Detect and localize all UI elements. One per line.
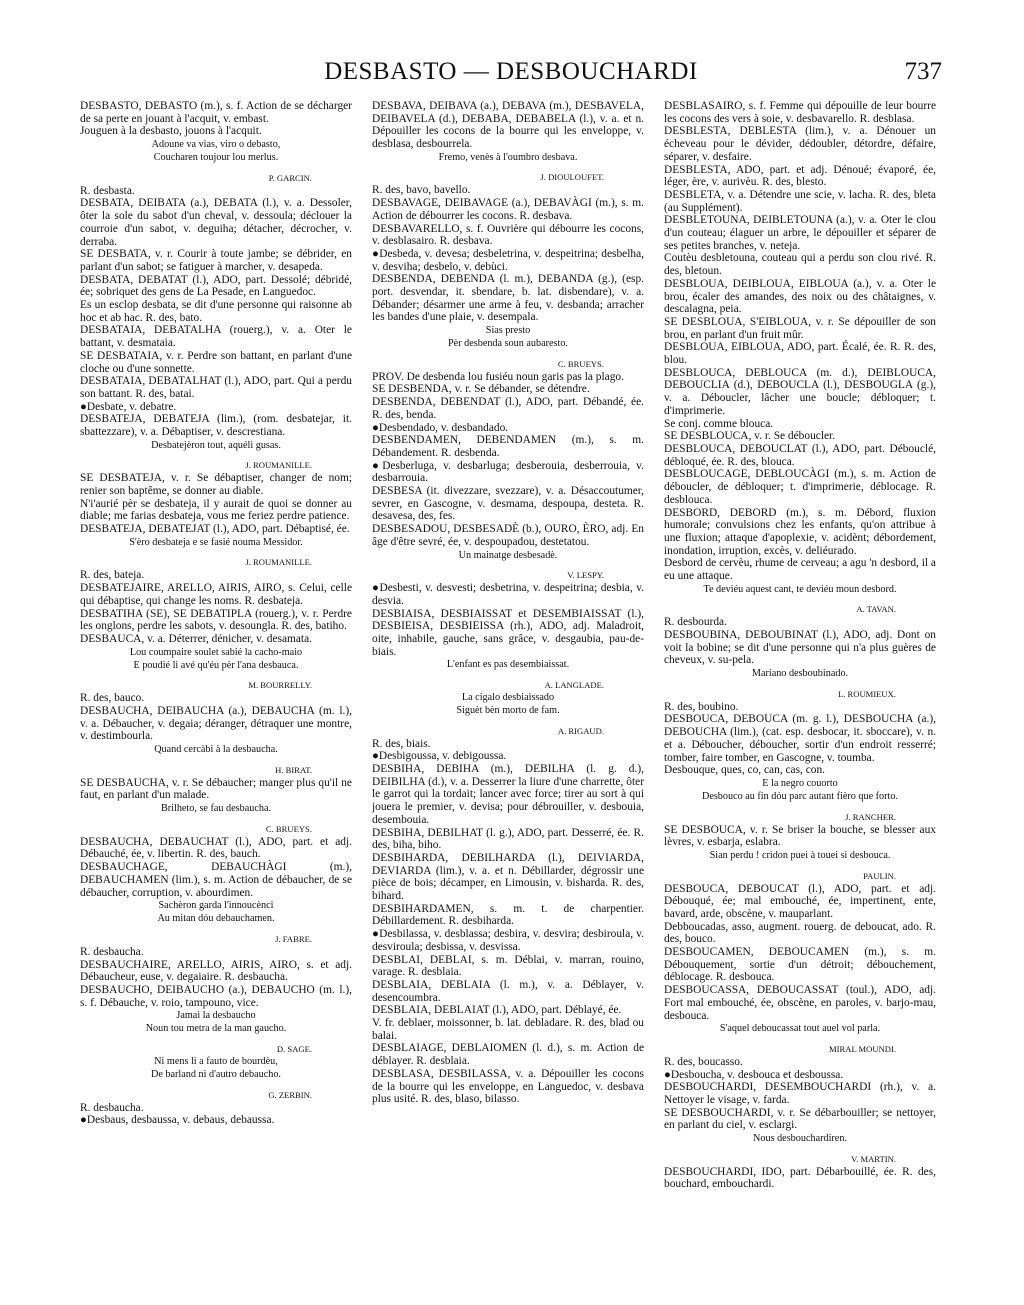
dictionary-entry: DESBENDA, DEBENDA (l. m.), DEBANDA (g.), (esp. port. desvendar, it. sbendare, b. lat. disbendare), v. a. Débander; désarmer une arme à feu, v. desbanda; arracher les bandes d'une plaie, v. desempala. bbox=[372, 273, 644, 324]
dictionary-entry: DESBENDA, DEBENDAT (l.), ADO, part. Débandé, ée. R. des, benda. bbox=[372, 396, 644, 421]
quotation-line: Lou coumpaire soulet sabié la cacho-maio bbox=[129, 646, 303, 658]
dictionary-entry: SE DESBOUCA, v. r. Se briser la bouche, se blesser aux lèvres, v. esbarja, eslabra. bbox=[664, 823, 936, 849]
quotation-line: Pèr desbenda soun aubaresto. bbox=[448, 338, 568, 350]
dictionary-entry: DESBAUCHAIRE, ARELLO, AIRIS, AIRO, s. et adj. Débaucheur, euse, v. degaiaire. R. desbaucha. bbox=[80, 958, 352, 984]
dictionary-entry: ●Desboucha, v. desbouca et desboussa. bbox=[664, 1068, 844, 1081]
dictionary-entry: R. desbasta. bbox=[80, 184, 135, 197]
quotation-line: Jamai la desbaucho bbox=[176, 1010, 256, 1022]
dictionary-entry: DESBOUCAMEN, DEBOUCAMEN (m.), s. m. Débouquement, sortie d'un détroit; débouchement, déblocage. R. desbouca. bbox=[664, 946, 936, 984]
dictionary-entry: R. des, bateja. bbox=[80, 569, 145, 582]
dictionary-entry: SE DESBLOUCA, v. r. Se déboucler. bbox=[664, 430, 836, 443]
quotation-line: Noun tou metra de la man gaucho. bbox=[145, 1023, 287, 1035]
quotation-line: Ni mens li a fauto de bourdèu, bbox=[154, 1055, 278, 1067]
quotation-author: V. MARTIN. bbox=[851, 1153, 896, 1164]
dictionary-entry: ●Desbigoussa, v. debigoussa. bbox=[372, 750, 507, 763]
dictionary-entry: Desbord de cervèu, rhume de cerveau; a agu 'n desbord, il a eu une attaque. bbox=[664, 557, 936, 583]
dictionary-entry: SE DESBENDA, v. r. Se débander, se détendre. bbox=[372, 383, 590, 396]
dictionary-entry: SE DESBATAIA, v. r. Perdre son battant, en parlant d'une cloche ou d'une sonnette. bbox=[80, 349, 352, 375]
running-title: DESBASTO — DESBOUCHARDI bbox=[324, 58, 698, 85]
dictionary-entry: ●Desbate, v. debatre. bbox=[80, 400, 177, 413]
dictionary-entry: DESBLESTA, DEBLESTA (lim.), v. a. Dénouer un écheveau pour le dévider, dédoubler, détordre, défaire, séparer, v. desfaire. bbox=[664, 125, 936, 163]
dictionary-entry: DESBAVARELLO, s. f. Ouvrière qui débourre les cocons, v. desblasairo. R. desbava. bbox=[372, 222, 644, 248]
quotation-author: G. ZERBIN. bbox=[268, 1089, 312, 1100]
quotation-author: J. RANCHER. bbox=[845, 811, 896, 822]
dictionary-entry: PROV. De desbenda lou fusiéu noun garis pas la plago. bbox=[372, 370, 624, 383]
dictionary-entry: DESBLOUCAGE, DEBLOUCÀGI (m.), s. m. Action de déboucler, de débloquer; t. d'imprimerie, déblocage. R. desblouca. bbox=[664, 468, 936, 506]
dictionary-entry: R. des, boucasso. bbox=[664, 1055, 743, 1068]
dictionary-entry: R. desbourda. bbox=[664, 616, 727, 629]
quotation-line: Te deviéu aquest cant, te deviéu moun desbord. bbox=[703, 583, 897, 595]
dictionary-entry: DESBLESTA, ADO, part. et adj. Dénoué; évaporé, ée, léger, ère, v. aurivèu. R. des, blesto. bbox=[664, 163, 936, 189]
dictionary-entry: DESBLAI, DEBLAI, s. m. Déblai, v. marran, rouino, varage. R. desblaia. bbox=[372, 953, 644, 979]
dictionary-entry: DESBENDAMEN, DEBENDAMEN (m.), s. m. Débandement. R. desbenda. bbox=[372, 434, 644, 459]
dictionary-entry: DESBATAIA, DEBATALHA (rouerg.), v. a. Oter le battant, v. desmataia. bbox=[80, 324, 352, 350]
dictionary-entry: DESBATA, DEBATAT (l.), ADO, part. Dessolé; débridé, ée; sobriquet des gens de La Pesade, en Languedoc. bbox=[80, 273, 352, 299]
quotation-author: V. LESPY. bbox=[567, 570, 604, 581]
quotation-line: E la negro couorto bbox=[762, 777, 838, 789]
dictionary-entry: SE DESBATEJA, v. r. Se débaptiser, changer de nom; renier son baptême, se donner au diable. bbox=[80, 472, 352, 498]
dictionary-entry: N'i'aurié pèr se desbateja, il y aurait de quoi se donner au diable; me farias desbateja, vous me feriez perdre patience. bbox=[80, 497, 352, 523]
quotation-author: A. RIGAUD. bbox=[557, 725, 604, 736]
dictionary-entry: DESBAVA, DEIBAVA (a.), DEBAVA (m.), DESBAVELA, DEIBAVELA (d.), DEBABA, DEBABELA (l.), v. a. et n. Dépouiller les cocons de la bourre qui les enveloppe, v. desblasa, desbourrela. bbox=[372, 100, 644, 151]
quotation-line: L'enfant es pas desembiaissat. bbox=[446, 659, 570, 671]
dictionary-entry: DESBATAIA, DEBATALHAT (l.), ADO, part. Qui a perdu son battant. R. des, batai. bbox=[80, 375, 352, 400]
quotation-author: A. TAVAN. bbox=[856, 604, 896, 615]
dictionary-entry: DESBATIHA (SE), SE DEBATIPLA (rouerg.), v. r. Perdre les onglons, perdre les sabots, v. desoungla. R. des, batiho. bbox=[80, 607, 352, 633]
dictionary-entry: R. desbaucha. bbox=[80, 945, 144, 958]
dictionary-entry: Desbouque, ques, co, can, cas, con. bbox=[664, 764, 825, 777]
dictionary-entry: ●Desbeda, v. devesa; desbeletrina, v. despeitrina; desbelha, v. desviha; desbelo, v. debùci. bbox=[372, 247, 644, 273]
dictionary-entry: ●Desbendado, v. desbandado. bbox=[372, 421, 509, 434]
quotation-line: Nous desbouchardiren. bbox=[753, 1133, 847, 1145]
quotation-line: Siguèt bèn morto de fam. bbox=[456, 704, 560, 716]
dictionary-entry: Coutèu desbletouna, couteau qui a perdu son clou rivé. R. des, bletoun. bbox=[664, 252, 936, 278]
quotation-author: H. BIRAT. bbox=[275, 764, 312, 775]
quotation-line: Brilheto, se fau desbaucha. bbox=[160, 803, 272, 815]
dictionary-entry: DESBATEJAIRE, ARELLO, AIRIS, AIRO, s. Celui, celle qui débaptise, qui change les noms. R. desbateja. bbox=[80, 582, 352, 607]
dictionary-entry: DESBIHARDA, DEBILHARDA (l.), DEIVIARDA, DEVIARDA (lim.), v. a. et n. Débillarder, dégrossir une pièce de bois; décamper, en Limousin, v. bisharda. R. des, bihard. bbox=[372, 851, 644, 903]
quotation-line: Coucharen toujour lou merlus. bbox=[153, 152, 279, 164]
quotation-author: J. ROUMANILLE. bbox=[245, 557, 312, 568]
dictionary-entry: DESBAUCHA, DEBAUCHAT (l.), ADO, part. et adj. Débauché, ée, v. libertin. R. des, bauch. bbox=[80, 835, 352, 861]
quotation-line: Mariano desboubinado. bbox=[751, 668, 849, 680]
dictionary-entry: DESBIHA, DEBILHAT (l. g.), ADO, part. Desserré, ée. R. des, biha, biho. bbox=[372, 826, 644, 852]
dictionary-entry: Es un esclop desbata, se dit d'une personne qui raisonne ab hoc et ab hac. R. des, bato. bbox=[80, 299, 352, 324]
dictionary-entry: R. desbaucha. bbox=[80, 1101, 144, 1114]
quotation-author: L. ROUMIEUX. bbox=[837, 688, 896, 699]
dictionary-entry: Se conj. comme blouca. bbox=[664, 417, 774, 430]
dictionary-entry: DESBLAIA, DEBLAIA (l. m.), v. a. Déblayer, v. desencoumbra. bbox=[372, 978, 644, 1004]
dictionary-entry: Jouguen à la desbasto, jouons à l'acquit. bbox=[80, 125, 262, 138]
dictionary-entry: DESBAVAGE, DEIBAVAGE (a.), DEBAVÀGI (m.), s. m. Action de débourrer les cocons. R. desbava. bbox=[372, 197, 644, 222]
quotation-author: C. BRUEYS. bbox=[265, 823, 312, 834]
dictionary-entry: DESBLASAIRO, s. f. Femme qui dépouille de leur bourre les cocons des vers à soie, v. desbavarello. R. desblasa. bbox=[664, 100, 936, 125]
column-left bbox=[80, 100, 352, 1290]
quotation-line: S'èro desbateja e se fasié nouma Messidor. bbox=[129, 536, 303, 548]
dictionary-entry: DESBOUCA, DEBOUCAT (l.), ADO, part. et adj. Débouqué, ée; mal embouché, ée, impertinent, ente, bavard, arde, obscène, v. mauparlant. bbox=[664, 882, 936, 920]
dictionary-entry: DESBAUCHAGE, DEBAUCHÀGI (m.), DEBAUCHAMEN (lim.), s. m. Action de débaucher, de se débaucher, corruption, v. abourdimen. bbox=[80, 861, 352, 899]
dictionary-entry: DESBESA (it. divezzare, svezzare), v. a. Désaccoutumer, sevrer, en Gascogne, v. desmama, despoupa, desteta. R. desavesa, des, fes. bbox=[372, 485, 644, 523]
quotation-author: J. ROUMANILLE. bbox=[245, 460, 312, 471]
page-number: 737 bbox=[904, 58, 942, 85]
quotation-line: Sian perdu ! cridon puei à touei si desbouca. bbox=[709, 849, 891, 861]
quotation-line: Adoune va vias, viro o debasto, bbox=[151, 139, 281, 151]
quotation-line: E poudié li avé qu'éu pèr l'ana desbauca. bbox=[133, 659, 299, 671]
dictionary-entry: DESBESADOU, DESBESADÈ (b.), OURO, ÈRO, adj. En âge d'être sevré, ée, v. despoupadou, destetatou. bbox=[372, 523, 644, 548]
column-middle bbox=[372, 100, 644, 1290]
dictionary-entry: ●Desbesti, v. desvesti; desbetrina, v. despeitrina; desbia, v. desvia. bbox=[372, 582, 644, 607]
quotation-line: Quand cercàbi à la desbaucha. bbox=[154, 744, 278, 756]
dictionary-entry: R. des, biais. bbox=[372, 737, 431, 750]
dictionary-entry: DESBLASA, DESBILASSA, v. a. Dépouiller les cocons de la bourre qui les enveloppe, en Languedoc, v. desbava plus usité. R. des, blaso, bilasso. bbox=[372, 1067, 644, 1106]
dictionary-entry: SE DESBOUCHARDI, v. r. Se débarbouiller; se nettoyer, en parlant du ciel, v. esclargi. bbox=[664, 1106, 936, 1132]
quotation-author: J. DIOULOUFET. bbox=[540, 172, 604, 183]
quotation-line: Desbatejèron tout, aquéli gusas. bbox=[151, 439, 281, 451]
quotation-author: C. BRUEYS. bbox=[557, 358, 604, 369]
quotation-author: J. FABRE. bbox=[275, 933, 312, 944]
page-header bbox=[80, 58, 942, 88]
dictionary-entry: SE DESBAUCHA, v. r. Se débaucher; manger plus qu'il ne faut, en parlant d'un malade. bbox=[80, 776, 352, 802]
dictionary-entry: DESBAUCHA, DEIBAUCHA (a.), DEBAUCHA (m. l.), v. a. Débaucher, v. degaia; déranger, détraquer une montre, v. destimbourla. bbox=[80, 704, 352, 743]
quotation-author: MIRAL MOUNDI. bbox=[829, 1043, 896, 1054]
dictionary-entry: V. fr. deblaer, moissonner, b. lat. debladare. R. des, blad ou balai. bbox=[372, 1017, 644, 1042]
dictionary-entry: DESBLOUCA, DEBOUCLAT (l.), ADO, part. Débouclé, débloqué, ée. R. des, blouca. bbox=[664, 442, 936, 468]
dictionary-entry: Debboucadas, asso, augment. rouerg. de deboucat, ado. R. des, bouco. bbox=[664, 920, 936, 946]
quotation-line: Desbouco au fin dóu parc autant fièro que forto. bbox=[701, 790, 899, 802]
quotation-line: Sachèron garda l'innoucènci bbox=[158, 900, 274, 912]
dictionary-entry: R. des, boubino. bbox=[664, 700, 739, 713]
quotation-author: P. GARCIN. bbox=[268, 172, 312, 183]
quotation-line: Fremo, venès à l'oumbro desbava. bbox=[438, 151, 578, 163]
dictionary-entry: DESBIHARDAMEN, s. m. t. de charpentier. Débillardement. R. desbiharda. bbox=[372, 902, 644, 928]
dictionary-entry: DESBATEJA, DEBATEJA (lim.), (rom. desbatejar, it. sbattezzare), v. a. Débaptiser, v. descrestiana. bbox=[80, 413, 352, 439]
quotation-line: Sias presto bbox=[485, 325, 531, 337]
quotation-author: M. BOURRELLY. bbox=[248, 680, 312, 691]
quotation-author: A. LANGLADE. bbox=[544, 679, 604, 690]
dictionary-entry: DESBLOUA, DEIBLOUA, EIBLOUA (a.), v. a. Oter le brou, écaler des amandes, des noix ou des châtaignes, v. descalagna, peia. bbox=[664, 277, 936, 316]
dictionary-entry: ●Desbaus, desbaussa, v. debaus, debaussa. bbox=[80, 1114, 275, 1127]
dictionary-entry: DESBLAIAGE, DEBLAIOMEN (l. d.), s. m. Action de déblayer. R. desblaia. bbox=[372, 1042, 644, 1068]
dictionary-entry: DESBIAISA, DESBIAISSAT et DESEMBIAISSAT (l.), DESBIEISA, DESBIEISSA (rh.), ADO, adj. Maladroit, oite, inhabile, gauche, sans grâce, v. desgaubia, pau-de-biais. bbox=[372, 607, 644, 658]
column-right bbox=[664, 100, 936, 1290]
dictionary-entry: DESBATEJA, DEBATEJAT (l.), ADO, part. Débaptisé, ée. bbox=[80, 523, 350, 536]
quotation-line: De barland ni d'autro debaucho. bbox=[151, 1068, 281, 1080]
quotation-line: S'aquel deboucassat tout auel vol parla. bbox=[719, 1023, 881, 1035]
dictionary-entry: SE DESBLOUA, S'EIBLOUA, v. r. Se dépouiller de son brou, en parlant d'un fruit mûr. bbox=[664, 315, 936, 341]
dictionary-entry: DESBAUCHO, DEIBAUCHO (a.), DEBAUCHO (m. l.), s. f. Débauche, v. roio, tampouno, vice. bbox=[80, 983, 352, 1009]
quotation-author: PAULIN. bbox=[863, 870, 896, 881]
dictionary-entry: DESBORD, DEBORD (m.), s. m. Débord, fluxion humorale; convulsions chez les enfants, qu'on attribue à une fluxion; attaque d'apoplexie, v. acidènt; débordement, inondation, irruption, excès, v. deliéurado. bbox=[664, 506, 936, 557]
dictionary-entry: DESBLETOUNA, DEIBLETOUNA (a.), v. a. Oter le clou d'un couteau; élaguer un arbre, le dépouiller et séparer de ses petites branches, v. neteja. bbox=[664, 214, 936, 252]
dictionary-entry: R. des, bavo, bavello. bbox=[372, 184, 471, 197]
quotation-line: La cigalo desbiaissado bbox=[461, 691, 555, 703]
dictionary-entry: DESBOUCHARDI, DESEMBOUCHARDI (rh.), v. a. Nettoyer le visage, v. farda. bbox=[664, 1081, 936, 1106]
dictionary-entry: ●Desbilassa, v. desblassa; desbira, v. desvira; desbiroula, v. desviroula; desbissa, v. desvissa. bbox=[372, 928, 644, 953]
quotation-line: Un mainatge desbesadè. bbox=[458, 549, 558, 561]
dictionary-entry: DESBASTO, DEBASTO (m.), s. f. Action de se décharger de sa perte en jouant à l'acquit, v. embast. bbox=[80, 100, 352, 125]
dictionary-entry: DESBLETA, v. a. Détendre une scie, v. lacha. R. des, bleta (au Supplément). bbox=[664, 188, 936, 214]
dictionary-entry: DESBOUBINA, DEBOUBINAT (l.), ADO, adj. Dont on voit la bobine; se dit d'une personne qui n'a plus guères de cheveux, v. su-pela. bbox=[664, 629, 936, 667]
dictionary-entry: DESBATA, DEIBATA (a.), DEBATA (l.), v. a. Dessoler, ôter la sole du sabot d'un cheval, v. dessoula; déclouer la courroie d'un sabot, v. deguiha; détacher, décrocher, v. derraba. bbox=[80, 197, 352, 248]
dictionary-entry: R. des, bauco. bbox=[80, 692, 145, 705]
quotation-line: Au mitan dóu debauchamen. bbox=[157, 913, 275, 925]
dictionary-entry: SE DESBATA, v. r. Courir à toute jambe; se débrider, en parlant d'un sabot; se fatiguer à marcher, v. desapeda. bbox=[80, 248, 352, 273]
dictionary-entry: DESBOUCA, DEBOUCA (m. g. l.), DESBOUCHA (a.), DEBOUCHA (lim.), (cat. esp. desbocar, it. sboccare), v. n. et a. Déboucher, déboucher, sortir d'un endroit resserré; tomber, faire tomber, en Gascogne, v. toumba. bbox=[664, 713, 936, 764]
dictionary-entry: DESBLAIA, DEBLAIAT (l.), ADO, part. Déblayé, ée. bbox=[372, 1004, 622, 1017]
dictionary-entry: DESBLOUCA, DEBLOUCA (m. d.), DEIBLOUCA, DEBOUCLIA (d.), DEBOUCLA (l.), DESBOUGLA (g.), v. a. Déboucler, lâcher une boucle; débloquer; t. d'imprimerie. bbox=[664, 366, 936, 417]
dictionary-entry: DESBIHA, DEBIHA (m.), DEBILHA (l. g. d.), DEIBILHA (d.), v. a. Desserrer la liure d'une charrette, ôter le garrot qui la tordait; lancer avec force; tirer au sort à qui jouera le premier, v. devisa; pour débrouiller, v. desbouia, desembouia. bbox=[372, 762, 644, 826]
dictionary-entry: DESBAUCA, v. a. Déterrer, dénicher, v. desamata. bbox=[80, 632, 312, 645]
dictionary-entry: DESBLOUA, EIBLOUA, ADO, part. Écalé, ée. R. R. des, blou. bbox=[664, 341, 936, 367]
quotation-author: D. SAGE. bbox=[276, 1043, 312, 1054]
dictionary-entry: DESBOUCASSA, DEBOUCASSAT (toul.), ADO, adj. Fort mal embouché, ée, obscène, en paroles, v. barjo-mau, desbouca. bbox=[664, 984, 936, 1022]
dictionary-entry: DESBOUCHARDI, IDO, part. Débarbouillé, ée. R. des, bouchard, embouchardi. bbox=[664, 1165, 936, 1191]
dictionary-entry: ●Desberluga, v. desbarluga; desberouia, desberrouia, v. desbarrouia. bbox=[372, 459, 644, 485]
